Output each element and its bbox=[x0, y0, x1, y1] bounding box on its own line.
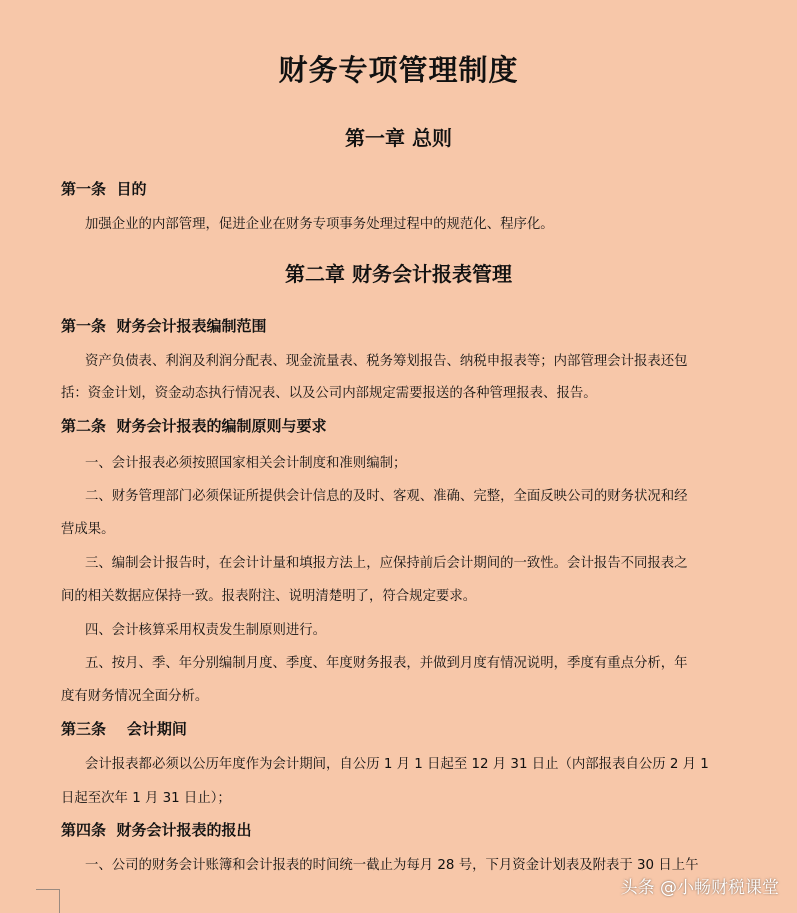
chapter-1-article-1-heading: 第一条 目的 bbox=[61, 180, 147, 198]
chapter-2-article-2-item-5-line-1: 五、按月、季、年分别编制月度、季度、年度财务报表，并做到月度有情况说明，季度有重点分析，年 bbox=[85, 656, 688, 671]
chapter-2-article-3-line-2: 日起至次年 1 月 31 日止）； bbox=[61, 791, 231, 806]
chapter-2-article-3-heading: 第三条 会计期间 bbox=[61, 720, 187, 738]
chapter-2-article-2-item-2-line-2: 营成果。 bbox=[61, 522, 115, 537]
chapter-2-article-2-item-1: 一、会计报表必须按照国家相关会计制度和准则编制； bbox=[85, 456, 407, 471]
document-title: 财务专项管理制度 bbox=[278, 53, 519, 87]
chapter-2-article-1-heading: 第一条 财务会计报表编制范围 bbox=[61, 317, 267, 335]
chapter-2-article-2-item-5-line-2: 度有财务情况全面分析。 bbox=[61, 689, 209, 704]
chapter-2-article-1-line-1: 资产负债表、利润及利润分配表、现金流量表、税务筹划报告、纳税申报表等；内部管理会计报表还包 bbox=[85, 354, 688, 369]
chapter-2-article-1-line-2: 括：资金计划，资金动态执行情况表、以及公司内部规定需要报送的各种管理报表、报告。 bbox=[61, 386, 597, 401]
chapter-2-article-2-item-3-line-1: 三、编制会计报告时，在会计计量和填报方法上，应保持前后会计期间的一致性。会计报告不同报表之 bbox=[85, 556, 688, 571]
chapter-1-article-1-text: 加强企业的内部管理，促进企业在财务专项事务处理过程中的规范化、程序化。 bbox=[85, 217, 554, 232]
page-corner-mark bbox=[36, 889, 60, 913]
chapter-2-article-4-heading: 第四条 财务会计报表的报出 bbox=[61, 821, 252, 839]
chapter-2-article-4-line-1: 一、公司的财务会计账簿和会计报表的时间统一截止为每月 28 号，下月资金计划表及附表于 30 日上午 bbox=[85, 858, 699, 873]
chapter-1-heading: 第一章 总则 bbox=[345, 126, 452, 150]
chapter-2-heading: 第二章 财务会计报表管理 bbox=[285, 262, 512, 286]
watermark-text: 头条 @小畅财税课堂 bbox=[620, 878, 779, 898]
chapter-2-article-2-item-2-line-1: 二、财务管理部门必须保证所提供会计信息的及时、客观、准确、完整，全面反映公司的财务状况和经 bbox=[85, 489, 688, 504]
chapter-2-article-2-item-4: 四、会计核算采用权责发生制原则进行。 bbox=[85, 623, 327, 638]
chapter-2-article-2-item-3-line-2: 间的相关数据应保持一致。报表附注、说明清楚明了，符合规定要求。 bbox=[61, 589, 477, 604]
chapter-2-article-3-line-1: 会计报表都必须以公历年度作为会计期间，自公历 1 月 1 日起至 12 月 31 日止（内部报表自公历 2 月 1 bbox=[85, 757, 709, 772]
chapter-2-article-2-heading: 第二条 财务会计报表的编制原则与要求 bbox=[61, 417, 327, 435]
